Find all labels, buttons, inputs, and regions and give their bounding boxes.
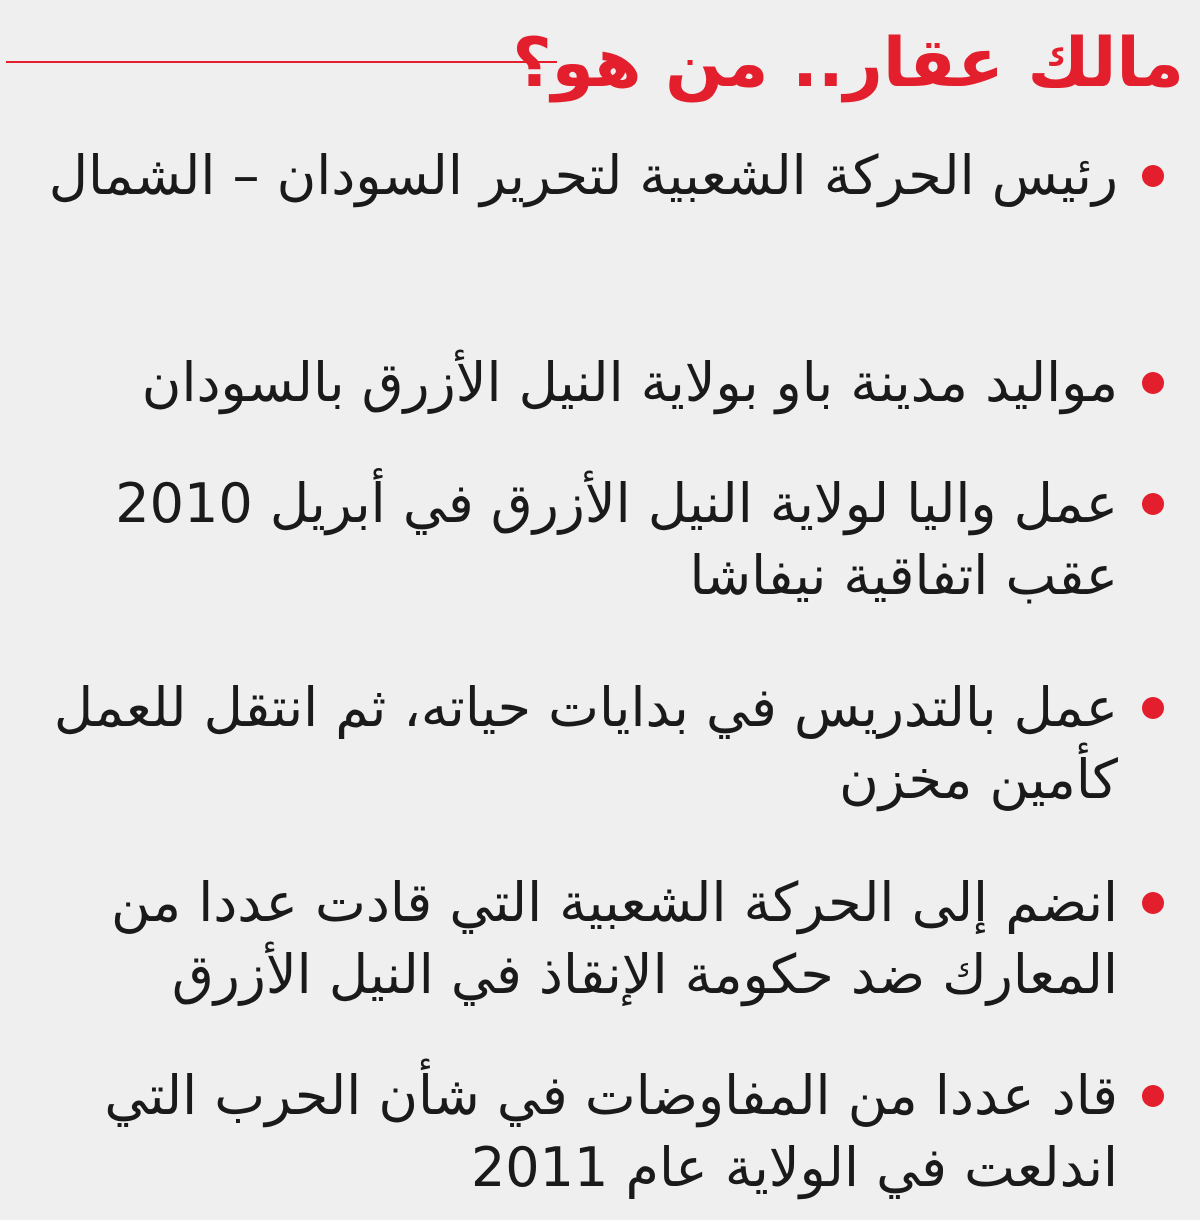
list-item-text: قاد عددا من المفاوضات في شأن الحرب التي اندلعت في الولاية عام 2011 bbox=[104, 1064, 1118, 1199]
list-item bbox=[0, 867, 1200, 1027]
list-item-text: عمل بالتدريس في بدايات حياته، ثم انتقل للعمل كأمين مخزن bbox=[53, 676, 1118, 811]
list-item bbox=[0, 140, 1200, 300]
title-divider-line bbox=[6, 61, 557, 63]
bullet-dot-icon bbox=[1142, 697, 1164, 719]
bullet-dot-icon bbox=[1142, 372, 1164, 394]
page-title: مالك عقار.. من هو؟ bbox=[512, 24, 1184, 103]
bullet-dot-icon bbox=[1142, 493, 1164, 515]
list-item-text: مواليد مدينة باو بولاية النيل الأزرق بالسودان bbox=[141, 351, 1118, 414]
header bbox=[0, 14, 1200, 114]
bullet-dot-icon bbox=[1142, 892, 1164, 914]
list-item-text: عمل واليا لولاية النيل الأزرق في أبريل 2010 عقب اتفاقية نيفاشا bbox=[115, 472, 1118, 607]
list-item bbox=[0, 672, 1200, 832]
list-item-text: رئيس الحركة الشعبية لتحرير السودان – الشمال bbox=[48, 144, 1118, 207]
list-item bbox=[0, 1060, 1200, 1220]
list-item bbox=[0, 468, 1200, 628]
list-item-text: انضم إلى الحركة الشعبية التي قادت عددا من المعارك ضد حكومة الإنقاذ في النيل الأزرق bbox=[111, 871, 1118, 1006]
bullet-dot-icon bbox=[1142, 165, 1164, 187]
bullet-dot-icon bbox=[1142, 1085, 1164, 1107]
